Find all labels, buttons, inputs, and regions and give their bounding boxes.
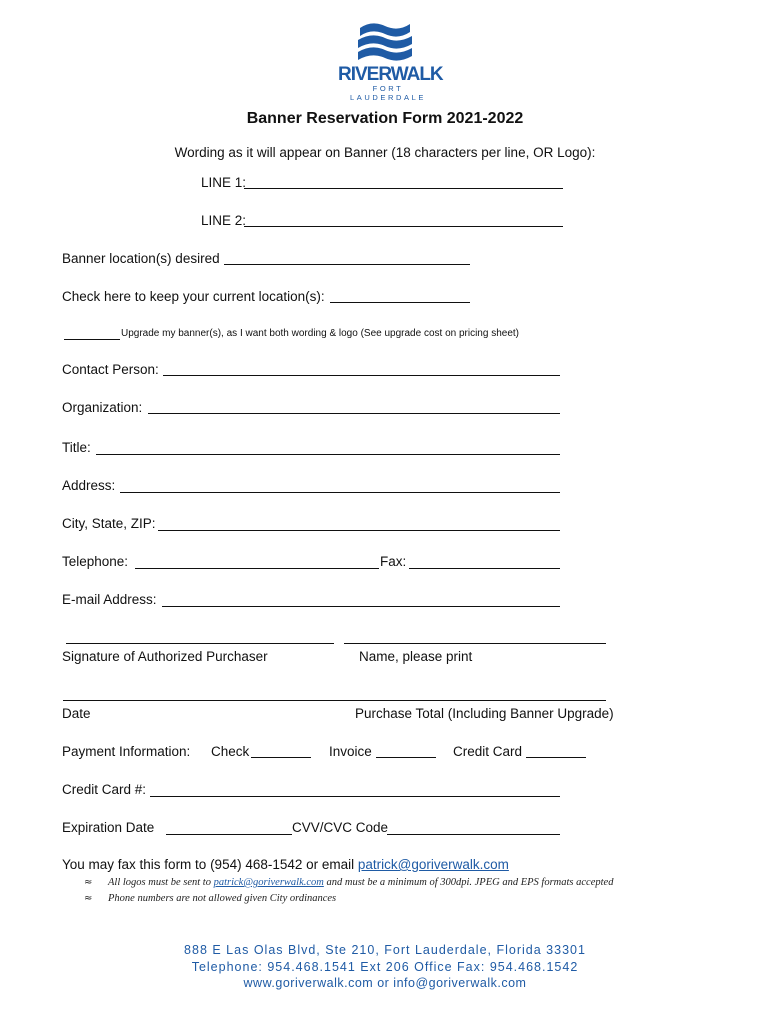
payment-check-field[interactable] <box>251 757 311 758</box>
title-field[interactable] <box>96 454 560 455</box>
telephone-label: Telephone: <box>62 554 129 569</box>
form-title: Banner Reservation Form 2021-2022 <box>246 110 524 127</box>
keep-location-label: Check here to keep your current location(s): <box>62 289 325 304</box>
expiration-label: Expiration Date <box>62 820 155 835</box>
contact-person-field[interactable] <box>163 375 560 376</box>
address-field[interactable] <box>120 492 560 493</box>
line2-label: LINE 2: <box>201 213 247 228</box>
note-logos <box>108 877 613 888</box>
line1-label: LINE 1: <box>201 175 247 190</box>
email-field[interactable] <box>162 606 560 607</box>
note-phone: Phone numbers are not allowed given City ordinances <box>108 893 337 904</box>
logo-wordmark: RIVERWALK <box>338 64 443 85</box>
info-email-link[interactable]: info@goriverwalk.com <box>393 976 527 990</box>
name-print-field[interactable] <box>344 643 606 644</box>
footer-phones: Telephone: 954.468.1541 Ext 206 Office Fax: 954.468.1542 <box>191 960 579 974</box>
payment-info-label: Payment Information: <box>62 744 191 759</box>
footer-or: or <box>377 976 390 990</box>
keep-location-field[interactable] <box>330 302 470 303</box>
line2-field[interactable] <box>244 226 563 227</box>
banner-location-label: Banner location(s) desired <box>62 251 220 266</box>
address-label: Address: <box>62 478 116 493</box>
cvv-label: CVV/CVC Code <box>292 820 389 835</box>
wording-instructions: Wording as it will appear on Banner (18 characters per line, OR Logo): <box>174 145 596 160</box>
note-logos-link[interactable]: patrick@goriverwalk.com <box>213 877 324 888</box>
note-logos-suffix: and must be a minimum of 300dpi. JPEG and EPS formats accepted <box>323 877 614 888</box>
contact-person-label: Contact Person: <box>62 362 159 377</box>
name-print-label: Name, please print <box>359 649 473 664</box>
organization-field[interactable] <box>148 413 560 414</box>
payment-credit-label: Credit Card <box>453 744 523 759</box>
payment-check-label: Check <box>211 744 250 759</box>
payment-credit-field[interactable] <box>526 757 586 758</box>
date-label: Date <box>62 706 91 721</box>
footer-links <box>0 975 770 991</box>
footer-address: 888 E Las Olas Blvd, Ste 210, Fort Lauderdale, Florida 33301 <box>184 943 586 957</box>
note-bullet-icon: ≈ <box>84 877 93 888</box>
expiration-field[interactable] <box>166 834 292 835</box>
payment-invoice-field[interactable] <box>376 757 436 758</box>
city-state-zip-field[interactable] <box>158 530 560 531</box>
logo-subtitle: FORT LAUDERDALE <box>349 84 427 102</box>
telephone-field[interactable] <box>135 568 379 569</box>
line1-field[interactable] <box>244 188 563 189</box>
email-label: E-mail Address: <box>62 592 157 607</box>
note-logos-prefix: All logos must be sent to <box>108 877 214 888</box>
credit-card-number-field[interactable] <box>150 796 560 797</box>
fax-instructions-text: You may fax this form to (954) 468-1542 or email <box>62 857 358 872</box>
signature-field[interactable] <box>66 643 334 644</box>
website-link[interactable]: www.goriverwalk.com <box>243 976 374 990</box>
city-state-zip-label: City, State, ZIP: <box>62 516 156 531</box>
cvv-field[interactable] <box>387 834 560 835</box>
payment-invoice-label: Invoice <box>329 744 372 759</box>
upgrade-label: Upgrade my banner(s), as I want both wording & logo (See upgrade cost on pricing sheet) <box>121 328 519 339</box>
fax-email-link[interactable]: patrick@goriverwalk.com <box>357 857 509 872</box>
banner-location-field[interactable] <box>224 264 470 265</box>
signature-label: Signature of Authorized Purchaser <box>62 649 268 664</box>
date-total-field[interactable] <box>63 700 606 701</box>
note-bullet-icon: ≈ <box>84 893 93 904</box>
wave-logo-icon <box>330 20 440 70</box>
purchase-total-label: Purchase Total (Including Banner Upgrade) <box>355 706 614 721</box>
credit-card-number-label: Credit Card #: <box>62 782 147 797</box>
fax-field[interactable] <box>409 568 560 569</box>
upgrade-checkbox-line[interactable] <box>64 339 120 340</box>
fax-instructions <box>62 857 509 873</box>
fax-label: Fax: <box>380 554 407 569</box>
title-label: Title: <box>62 440 91 455</box>
organization-label: Organization: <box>62 400 143 415</box>
